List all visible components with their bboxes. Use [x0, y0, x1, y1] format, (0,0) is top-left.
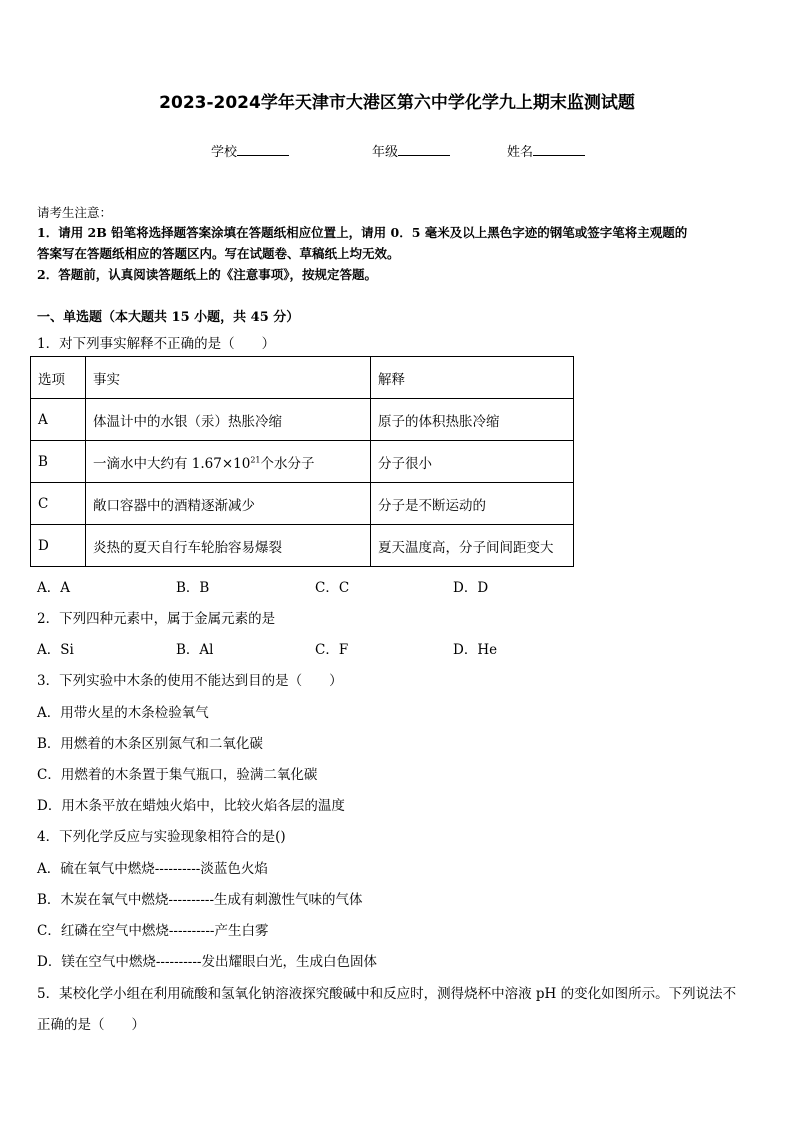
- table-row: [31, 525, 574, 567]
- header-option: 选项: [31, 357, 86, 399]
- header-explanation: 解释: [371, 357, 574, 399]
- q1-option-c: C．C: [315, 580, 350, 596]
- row-fact: 体温计中的水银（汞）热胀冷缩: [86, 399, 371, 441]
- q3-option-a: A．用带火星的木条检验氧气: [37, 705, 209, 721]
- q2-option-d: D．He: [453, 642, 498, 658]
- notice-line-2: 2．答题前，认真阅读答题纸上的《注意事项》，按规定答题。: [37, 267, 377, 282]
- question-4-stem: 4．下列化学反应与实验现象相符合的是(): [37, 829, 286, 845]
- q3-option-c: C．用燃着的木条置于集气瓶口，验满二氧化碳: [37, 767, 318, 783]
- name-label: 姓名: [507, 145, 534, 160]
- name-field: [507, 141, 585, 160]
- question-5-line-1: 5．某校化学小组在利用硫酸和氢氧化钠溶液探究酸碱中和反应时，测得烧杯中溶液 pH 的变化如图所示。下列说法不: [37, 986, 737, 1002]
- row-explanation: 分子很小: [371, 441, 574, 483]
- row-explanation: 夏天温度高，分子间间距变大: [371, 525, 574, 567]
- q4-option-c: C．红磷在空气中燃烧----------产生白雾: [37, 923, 269, 939]
- page-title: 2023-2024学年天津市大港区第六中学化学九上期末监测试题: [159, 93, 635, 113]
- school-blank: [237, 143, 289, 156]
- table-row: [31, 441, 574, 483]
- q3-option-b: B．用燃着的木条区别氮气和二氧化碳: [37, 736, 263, 752]
- fact-text-pre: 一滴水中大约有 1.67×10: [93, 455, 251, 472]
- notice-line-1b: 答案写在答题纸相应的答题区内。写在试题卷、草稿纸上均无效。: [37, 246, 400, 261]
- fact-exponent: 21: [250, 455, 261, 464]
- row-fact: [86, 441, 371, 483]
- question-1-stem: 1．对下列事实解释不正确的是（ ）: [37, 336, 276, 352]
- fact-text-post: 个水分子: [260, 455, 315, 472]
- table-row: [31, 399, 574, 441]
- q1-option-b: B．B: [176, 580, 210, 596]
- school-label: 学校: [211, 145, 238, 160]
- q4-option-a: A．硫在氧气中燃烧----------淡蓝色火焰: [37, 861, 268, 877]
- grade-label: 年级: [372, 145, 399, 160]
- question-2-stem: 2．下列四种元素中，属于金属元素的是: [37, 611, 276, 627]
- q1-option-a: A．A: [37, 580, 70, 596]
- row-fact: 敞口容器中的酒精逐渐减少: [86, 483, 371, 525]
- table-header-row: [31, 357, 574, 399]
- q4-option-b: B．木炭在氧气中燃烧----------生成有刺激性气味的气体: [37, 892, 363, 908]
- grade-blank: [398, 143, 450, 156]
- row-explanation: 分子是不断运动的: [371, 483, 574, 525]
- school-field: [211, 141, 289, 160]
- q4-option-d: D．镁在空气中燃烧----------发出耀眼白光，生成白色固体: [37, 954, 377, 970]
- header-fact: 事实: [86, 357, 371, 399]
- q2-option-b: B．Al: [176, 642, 214, 658]
- row-explanation: 原子的体积热胀冷缩: [371, 399, 574, 441]
- q2-option-c: C．F: [315, 642, 349, 658]
- q3-option-d: D．用木条平放在蜡烛火焰中，比较火焰各层的温度: [37, 798, 345, 814]
- name-blank: [533, 143, 585, 156]
- row-option: A: [31, 399, 86, 441]
- q1-option-d: D．D: [453, 580, 489, 596]
- notice-heading: 请考生注意：: [37, 205, 113, 220]
- section-heading: 一、单选题（本大题共 15 小题，共 45 分）: [37, 310, 300, 325]
- row-fact: 炎热的夏天自行车轮胎容易爆裂: [86, 525, 371, 567]
- question-5-line-2: 正确的是（ ）: [37, 1017, 145, 1033]
- grade-field: [372, 141, 450, 160]
- question-3-stem: 3．下列实验中木条的使用不能达到目的是（ ）: [37, 673, 343, 689]
- q2-option-a: A．Si: [37, 642, 74, 658]
- question-1-table: [30, 356, 574, 567]
- notice-line-1a: 1．请用 2B 铅笔将选择题答案涂填在答题纸相应位置上，请用 0．5 毫米及以上黑色字迹的钢笔或签字笔将主观题的: [37, 225, 688, 240]
- row-option: D: [31, 525, 86, 567]
- table-row: [31, 483, 574, 525]
- row-option: C: [31, 483, 86, 525]
- row-option: B: [31, 441, 86, 483]
